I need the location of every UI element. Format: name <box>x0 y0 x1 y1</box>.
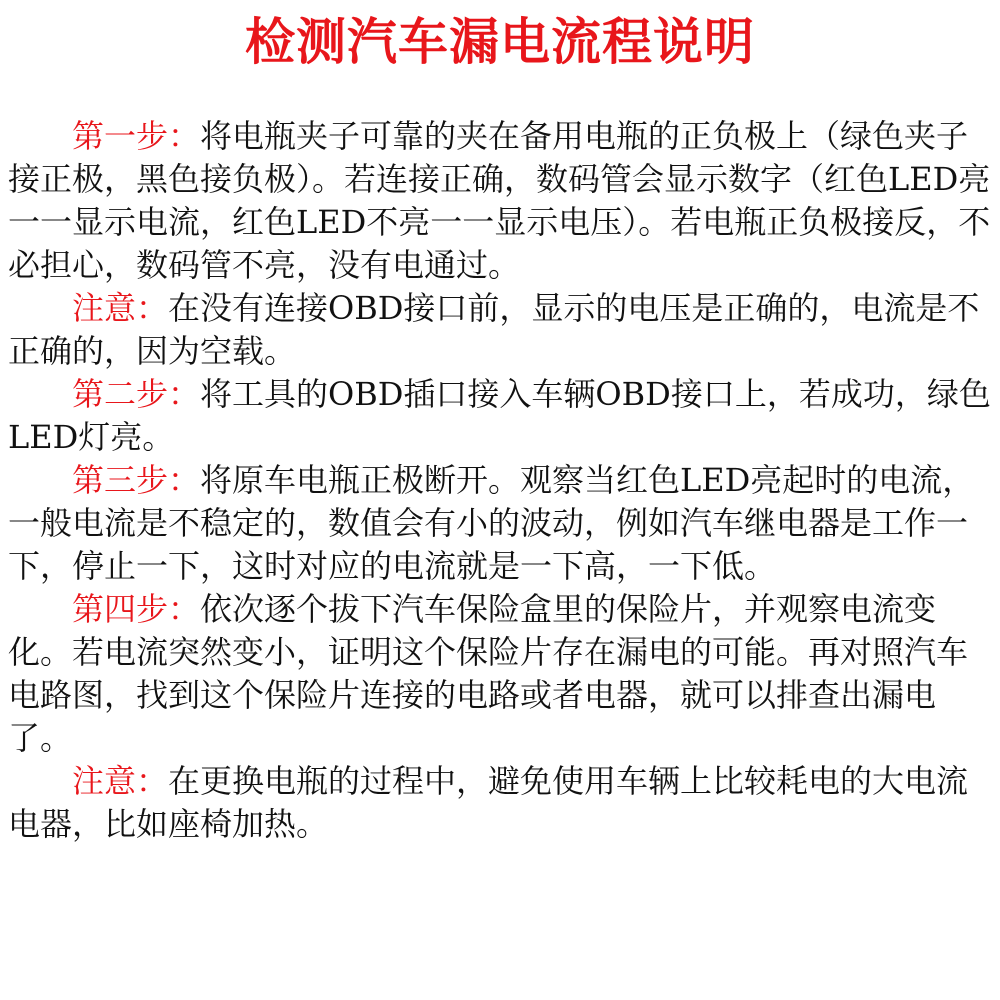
step-2-paragraph <box>8 373 993 459</box>
note-label: 注意： <box>72 289 169 327</box>
note-text: 在更换电瓶的过程中，避免使用车辆上比较耗电的大电流电器，比如座椅加热。 <box>8 762 969 843</box>
step-text: 将原车电瓶正极断开。观察当红色LED亮起时的电流，一般电流是不稳定的，数值会有小的波动，例如汽车继电器是工作一下，停止一下，这时对应的电流就是一下高，一下低。 <box>8 461 975 585</box>
step-label: 第一步： <box>72 117 201 155</box>
step-text: 将工具的OBD插口接入车辆OBD接口上，若成功，绿色LED灯亮。 <box>8 375 991 456</box>
step-text: 依次逐个拔下汽车保险盒里的保险片，并观察电流变化。若电流突然变小，证明这个保险片存在漏电的可能。再对照汽车电路图，找到这个保险片连接的电路或者电器，就可以排查出漏电了。 <box>8 590 969 757</box>
note-2-paragraph <box>8 760 993 846</box>
step-label: 第四步： <box>72 590 201 628</box>
step-4-paragraph <box>8 588 993 760</box>
note-label: 注意： <box>72 762 169 800</box>
step-1-paragraph <box>8 115 993 287</box>
step-label: 第二步： <box>72 375 201 413</box>
page-title: 检测汽车漏电流程说明 <box>245 13 755 71</box>
note-1-paragraph <box>8 287 993 373</box>
step-text: 将电瓶夹子可靠的夹在备用电瓶的正负极上（绿色夹子接正极，黑色接负极）。若连接正确，数码管会显示数字（红色LED亮一一显示电流，红色LED不亮一一显示电压）。若电瓶正负极接反，不必担心，数码管不亮，没有电通过。 <box>8 117 991 284</box>
step-3-paragraph <box>8 459 993 588</box>
note-text: 在没有连接OBD接口前，显示的电压是正确的，电流是不正确的，因为空载。 <box>8 289 980 370</box>
step-label: 第三步： <box>72 461 201 499</box>
instruction-body <box>8 115 993 846</box>
